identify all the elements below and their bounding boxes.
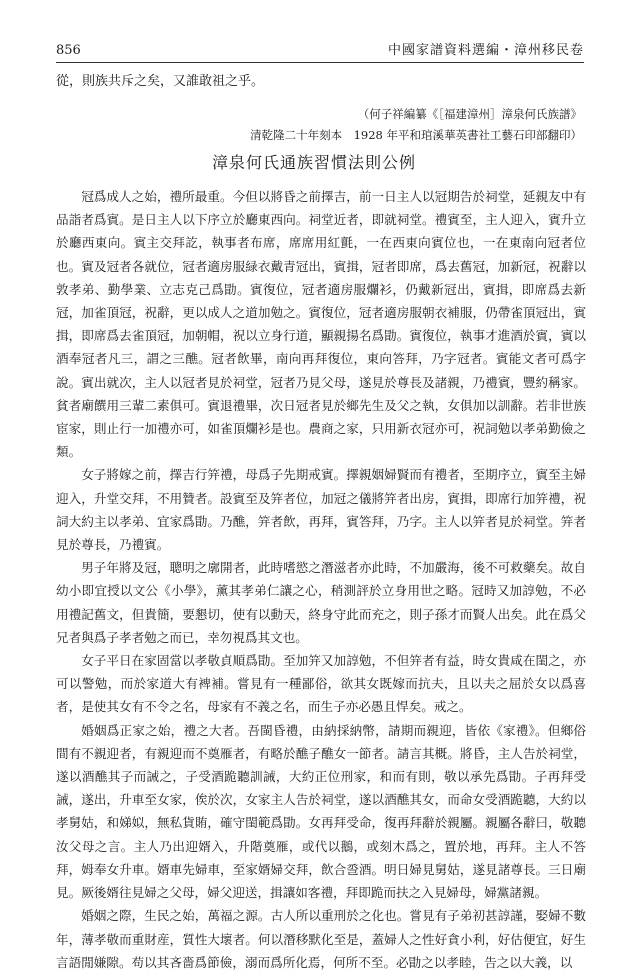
series-title: 中國家譜資料選編・漳州移民卷 xyxy=(387,43,584,58)
paragraph: 男子年將及冠，聰明之廓開者，此時嗜慾之潛滋者亦此時，不加嚴海，後不可救藥矣。故自幼小即宜授以文公《小學》，薰其孝弟仁讓之心，稍測評於立身用世之略。冠時又加諄勉，不必用禮記舊文，但貴簡，要懇切，使有以動天，終身守此而充之，則子孫才而賢人出矣。此在爲父兄者與爲子孝者勉之而已，幸勿視爲其文也。 xyxy=(56,560,586,645)
paragraph: 婚姻之際，生民之始，萬福之源。古人所以重刑於之化也。嘗見有子弟初甚諄謹，娶婦不數年，薄孝敬而重財産，質性大壞者。何以潛移默化至是，蓋婦人之性好貪小利，好估便宜，好生言語閒嫌隙。苟以其吝嗇爲節儉，溺而爲所化焉，何所不至。必勖之以孝睦，告之以大義，以 xyxy=(56,908,586,970)
page-header xyxy=(56,34,584,63)
paragraph: 女子將嫁之前，擇吉行笄禮，母爲子先期戒賓。擇親姻婦賢而有禮者，至期序立，賓至主婦迎入，升堂交拜，不用贊者。設賓至及笄者位，加冠之儀將笄者出房，賓揖，即席行加笄禮，祝詞大約主以孝弟、宜家爲勖。乃醮，笄者飲，再拜，賓答拜，乃字。主人以笄者見於祠堂。笄者見於尊長，乃禮賓。 xyxy=(56,467,586,553)
source-line-1: （何子祥編纂《［福建漳州］漳泉何氏族譜》 xyxy=(357,107,582,121)
paragraph: 婚姻爲正家之始，禮之大者。吾閩昏禮，由納採納幣，請期而親迎，皆依《家禮》。但鄉俗間有不親迎者，有親迎而不奠雁者，有略於醮子醮女一節者。請言其概。將昏，主人告於祠堂，遂以酒醮其子而誡之，子受酒跪聽訓誡，大約正位刑家，和而有則，敬以承先爲勖。子再拜受誡，遂出，升車至女家，俟於次，女家主人告於祠堂，遂以酒醮其女，而命女受酒跪聽，大約以孝舅姑，和娣姒，無私貨賄，確守閨範爲勖。女再拜受命，復再拜辭於親屬。親屬各辭曰，敬聽汝父母之言。主人乃出迎婿入，升階奠雁，或代以鵝，或刻木爲之，置於地，再拜。主人不答拜，姆奉女升車。婿車先婦車，至家婿婦交拜，飲合巹酒。明日婦見舅姑，遂見諸尊長。三日廟見。厥後婿往見婦之父母，婦父迎送，揖讓如客禮，拜即跪而扶之入見婦母，婦黨諸親。 xyxy=(56,722,586,901)
continuation-text: 從，則族共斥之矣，又誰敢祖之乎。 xyxy=(56,74,265,89)
section-title: 漳泉何氏通族習慣法則公例 xyxy=(211,153,416,172)
paragraph: 冠爲成人之始，禮所最重。今但以將昏之前擇吉，前一日主人以冠期告於祠堂，延親友中有品詣者爲賓。是日主人以下序立於廳東西向。祠堂近者，即就祠堂。禮賓至，主人迎入，賓升立於廳西東向。賓主交拜訖，執事者布席，席席用紅氈，一在西東向賓位也，一在東南向冠者位也。賓及冠者各就位，冠者適房服緑衣戴青冠出，賓揖，冠者即席，爲去舊冠，加新冠，祝辭以敦孝弟、勤學業、立志克己爲勖。賓復位，冠者適房服爛衫，仍戴新冠出，賓揖，即席爲去新冠，加雀頂冠，祝辭，更以成人之道加勉之。賓復位，冠者適房服朝衣補服，仍帶雀頂冠出，賓揖，即席爲去雀頂冠，加朝帽，祝以立身行道，顯親揚名爲勖。賓復位，執事才進酒於賓，賓以酒奉冠者凡三，謂之三醮。冠者飲畢，南向再拜復位，東向答拜，乃字冠者。賓能文者可爲字說。賓出就次，主人以冠者見於祠堂，冠者乃見父母，遂見於尊長及諸親，乃禮賓，豐約稱家。貧者廟饌用三輩二素俱可。賓退禮畢，次日冠者見於鄉先生及父之執，女俱加以訓辭。若非世族宦家，則止行一加禮亦可，如雀頂爛衫是也。農商之家，只用新衣冠亦可，祝詞勉以孝弟勤儉之類。 xyxy=(56,189,586,460)
source-line-2: 清乾隆二十年刻本 1928 年平和琯溪華英書社工藝石印部翻印） xyxy=(250,128,582,142)
paragraph: 女子平日在家固當以孝敬貞順爲勖。至加笄又加諄勉，不但笄者有益，時女貴咸在閨之，亦可以警勉，而於家道大有裨補。嘗見有一種鄙俗，欲其女既嫁而抗夫，且以夫之屈於女以爲喜者，是使其女有不令之名，母家有不義之名，而生子亦必愚且悍矣。戒之。 xyxy=(56,653,586,715)
page-number: 856 xyxy=(56,43,81,58)
body-text xyxy=(56,185,586,970)
source-citation xyxy=(0,104,582,146)
